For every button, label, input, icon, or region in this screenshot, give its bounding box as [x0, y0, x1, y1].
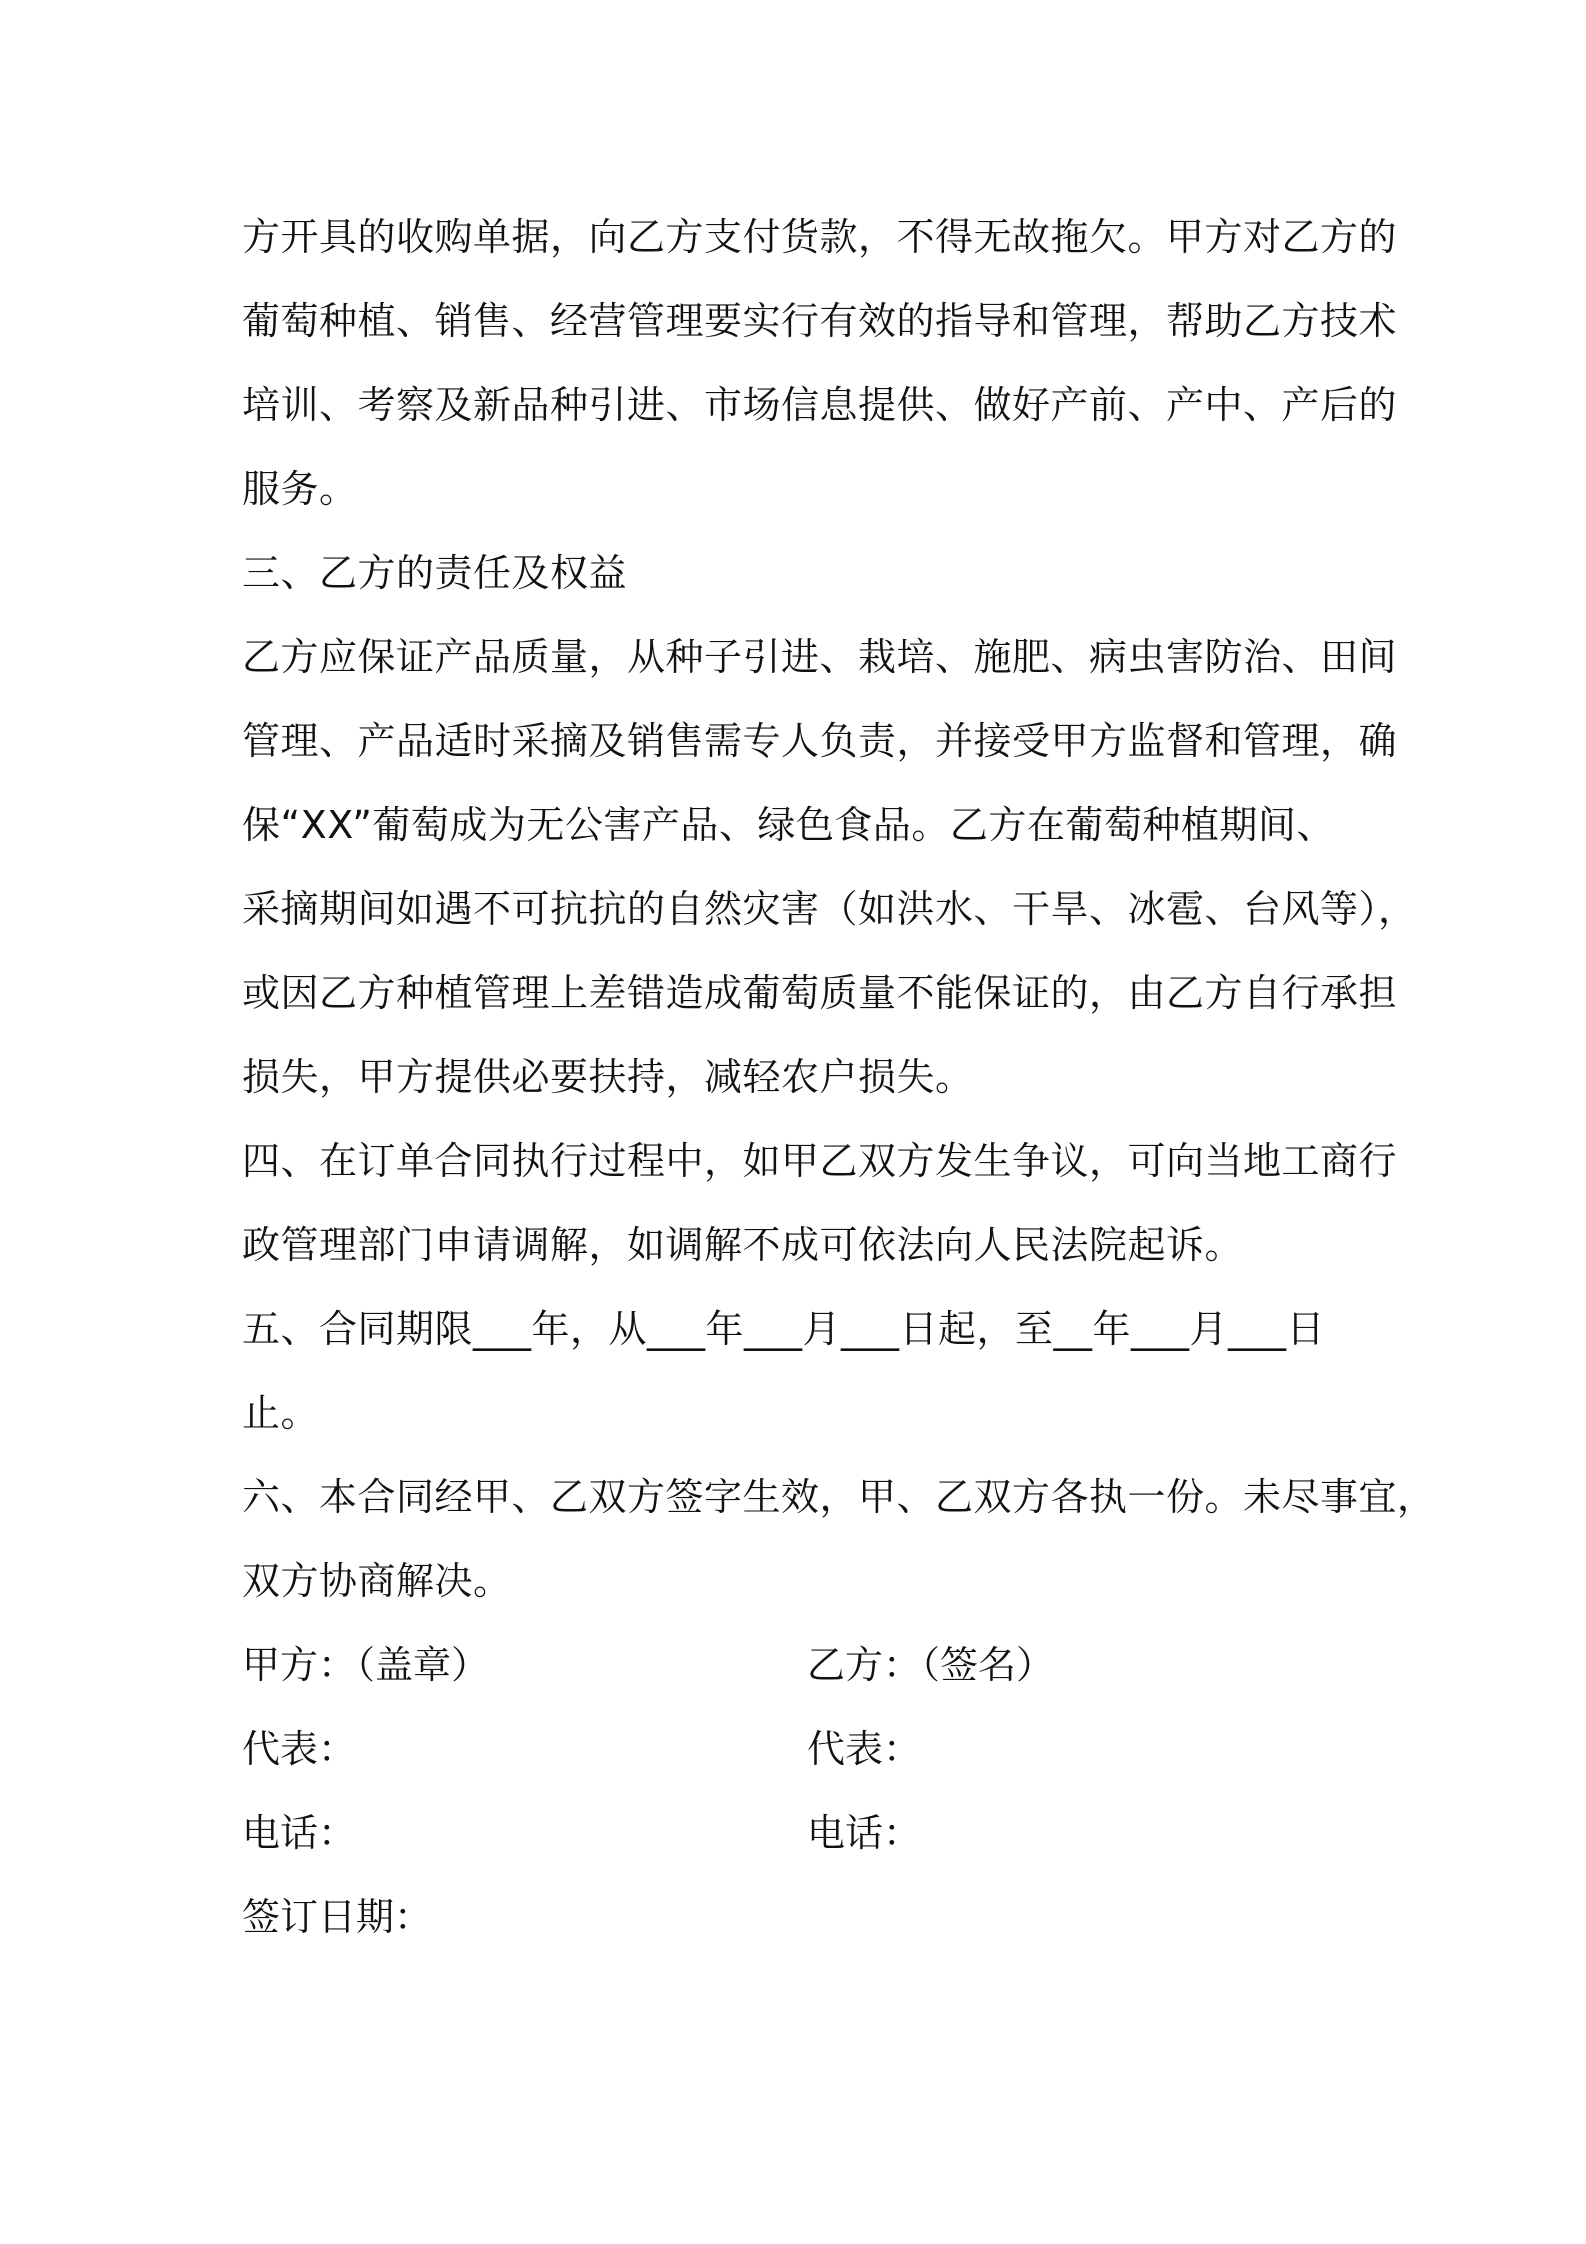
paragraph-line: 乙方应保证产品质量，从种子引进、栽培、施肥、病虫害防治、田间	[242, 635, 1398, 679]
paragraph-line: 或因乙方种植管理上差错造成葡萄质量不能保证的，由乙方自行承担	[242, 971, 1398, 1015]
paragraph-line: 五、合同期限___年，从___年___月___日起，至__年___月___日	[242, 1307, 1326, 1351]
signature-row-party	[242, 1623, 1362, 1707]
paragraph-line: 政管理部门申请调解，如调解不成可依法向人民法院起诉。	[242, 1223, 1244, 1267]
document-body	[242, 195, 1436, 1959]
paragraph-line: 保“XX”葡萄成为无公害产品、绿色食品。乙方在葡萄种植期间、	[242, 803, 1335, 847]
paragraph-line: 六、本合同经甲、乙双方签字生效，甲、乙双方各执一份。未尽事宜，	[242, 1475, 1436, 1519]
signature-row-phone	[242, 1791, 1362, 1875]
section-heading: 三、乙方的责任及权益	[242, 551, 628, 595]
signature-row-date	[242, 1875, 1362, 1959]
paragraph-line: 管理、产品适时采摘及销售需专人负责，并接受甲方监督和管理，确	[242, 719, 1398, 763]
signature-row-representative	[242, 1707, 1362, 1791]
party-a-representative-label: 代表：	[242, 1727, 357, 1771]
paragraph-line: 采摘期间如遇不可抗抗的自然灾害（如洪水、干旱、冰雹、台风等），	[242, 887, 1417, 931]
paragraph-line: 止。	[242, 1391, 320, 1435]
party-b-sign-label: 乙方：（签名）	[807, 1643, 1055, 1687]
paragraph-line: 服务。	[242, 467, 358, 511]
party-b-representative-label: 代表：	[807, 1727, 922, 1771]
paragraph-line: 葡萄种植、销售、经营管理要实行有效的指导和管理，帮助乙方技术	[242, 299, 1398, 343]
party-a-seal-label: 甲方：（盖章）	[242, 1643, 490, 1687]
paragraph-line: 损失，甲方提供必要扶持，减轻农户损失。	[242, 1055, 974, 1099]
party-b-phone-label: 电话：	[807, 1811, 922, 1855]
paragraph-line: 四、在订单合同执行过程中，如甲乙双方发生争议，可向当地工商行	[242, 1139, 1398, 1183]
sign-date-label: 签订日期：	[242, 1895, 433, 1939]
party-a-phone-label: 电话：	[242, 1811, 357, 1855]
paragraph-line: 方开具的收购单据，向乙方支付货款，不得无故拖欠。甲方对乙方的	[242, 215, 1398, 259]
paragraph-line: 双方协商解决。	[242, 1559, 512, 1603]
paragraph-line: 培训、考察及新品种引进、市场信息提供、做好产前、产中、产后的	[242, 383, 1398, 427]
